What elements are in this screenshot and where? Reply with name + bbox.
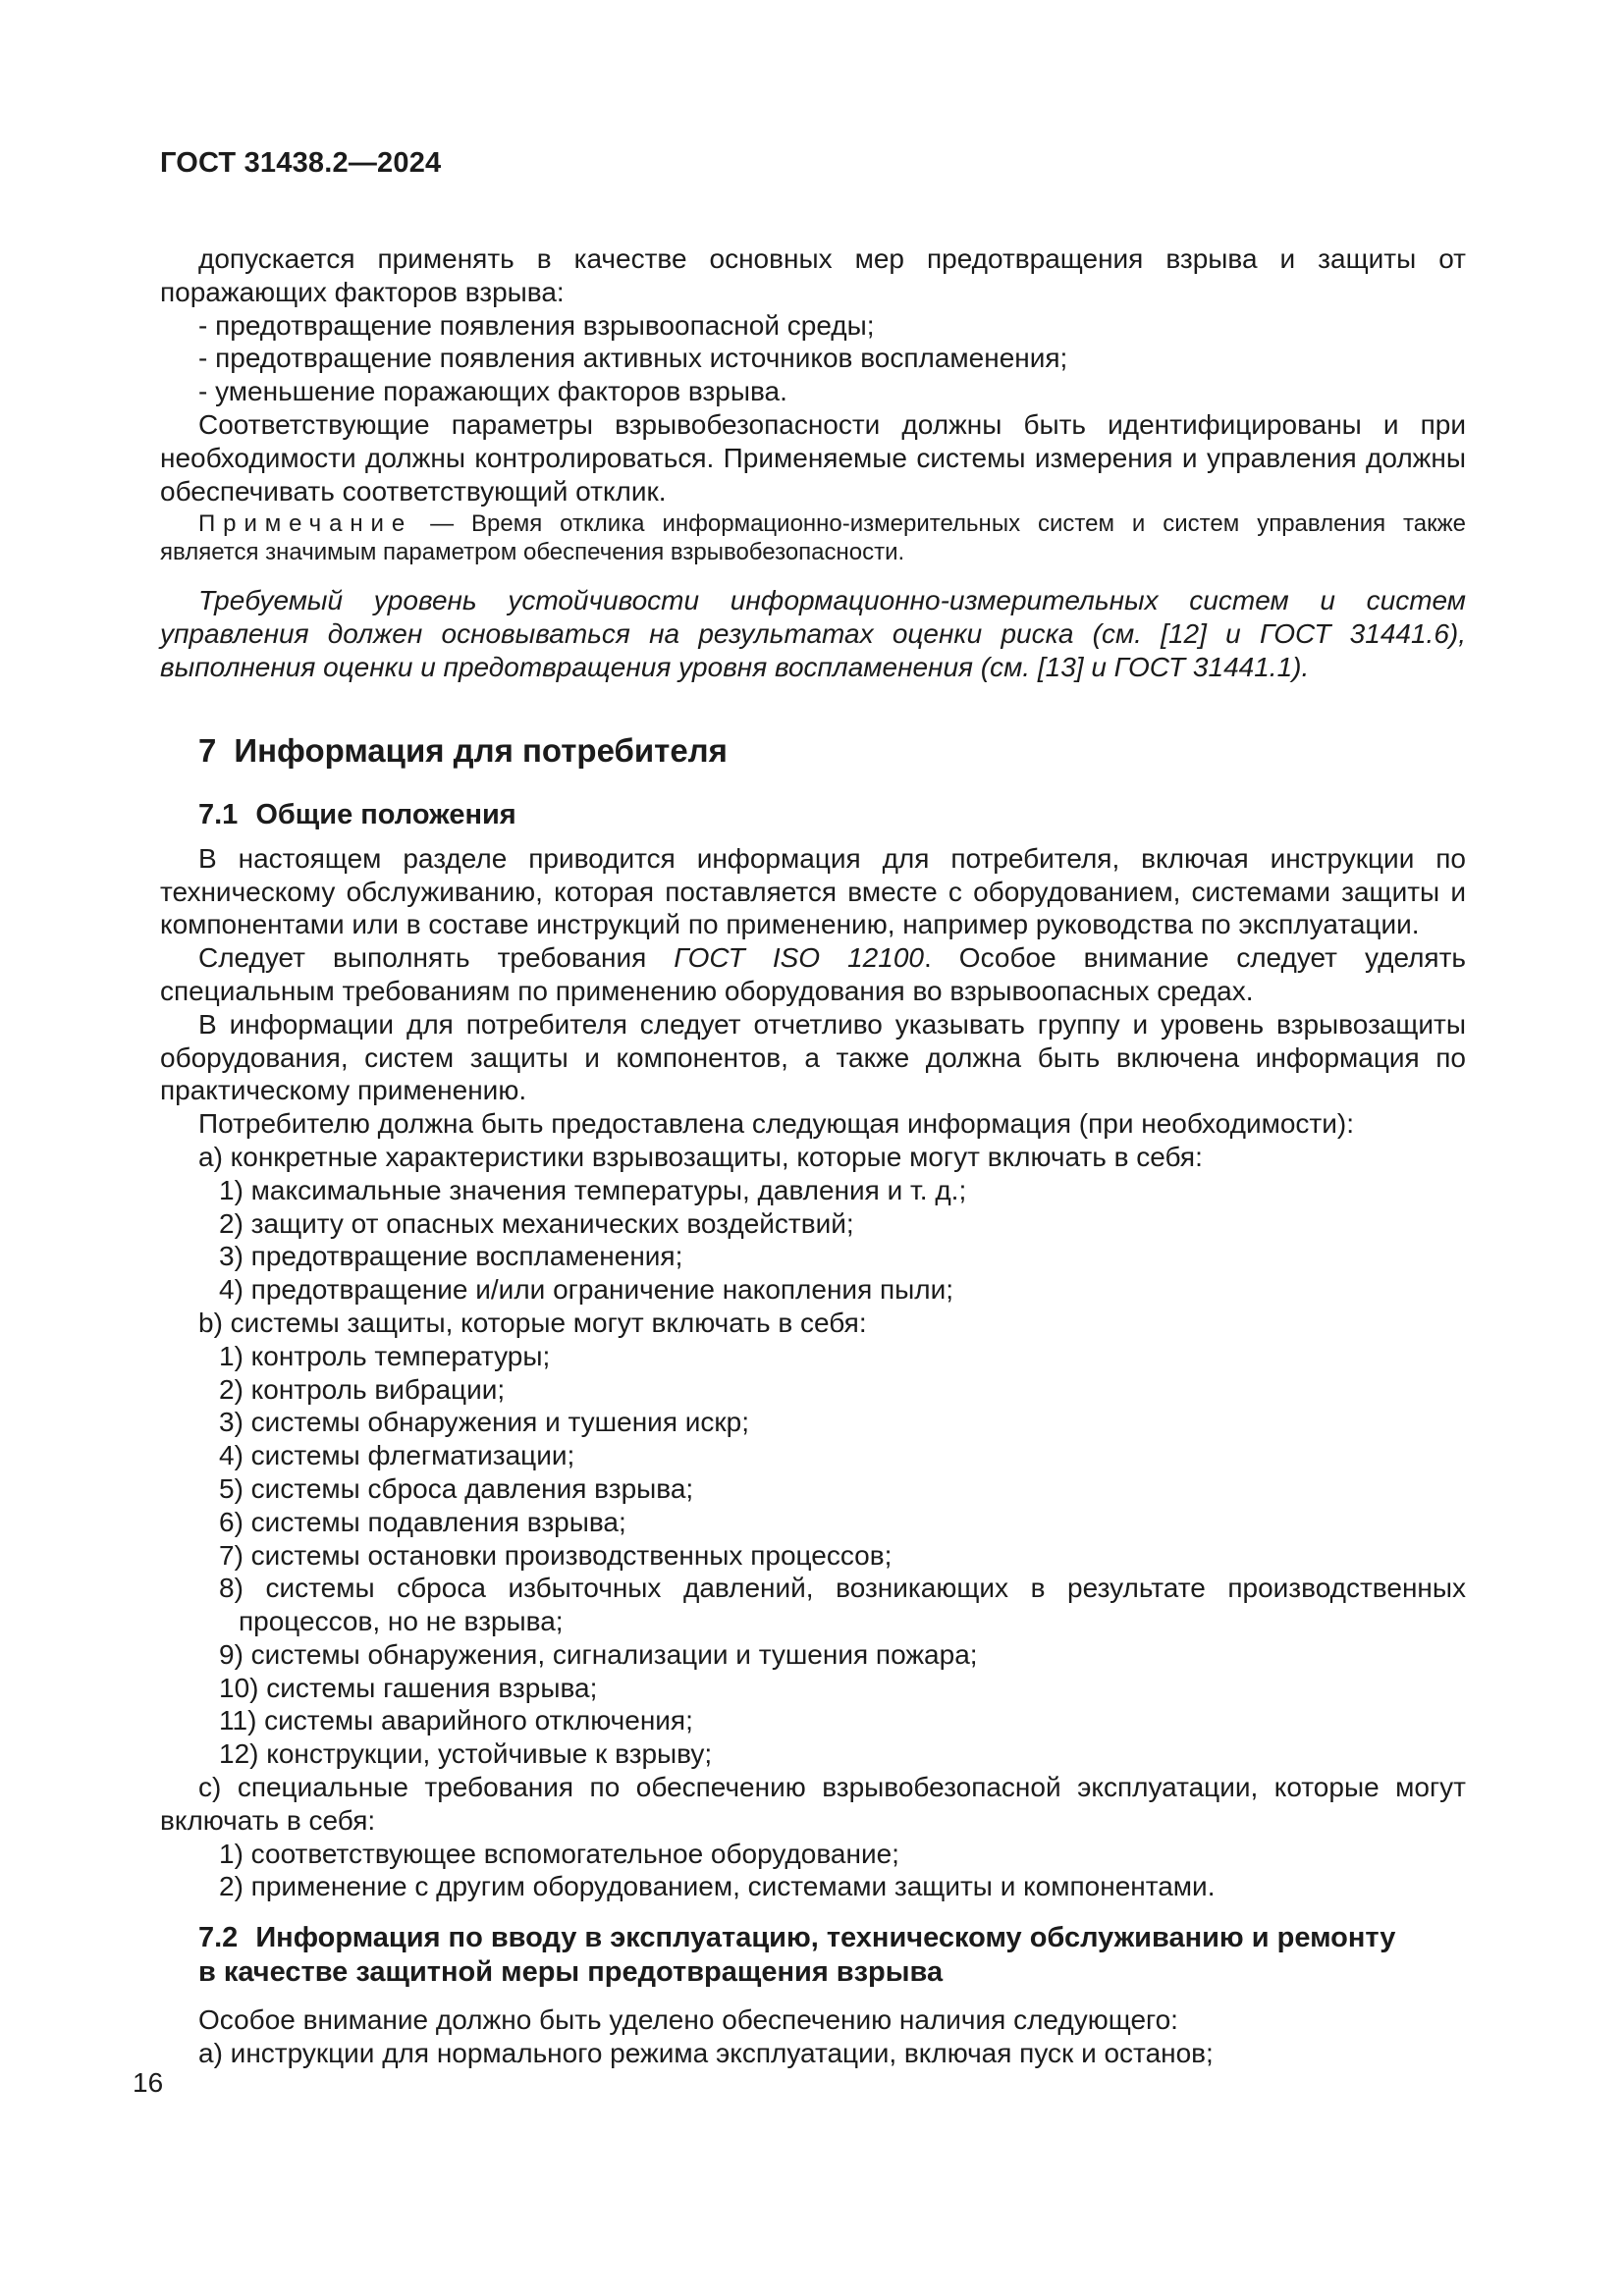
note-text: — Время отклика информационно-измерительных систем и систем управления также является значимым параметром обеспечения взрывобезопасности. [160, 510, 1467, 566]
section-title: Информация для потребителя [234, 731, 728, 769]
list-subitem: 8) системы сброса избыточных давлений, возникающих в результате производственных процессов, но не взрыва; [219, 1573, 1466, 1637]
list-subitem: 3) предотвращение воспламенения; [219, 1241, 683, 1272]
list-subitem: 4) системы флегматизации; [219, 1440, 575, 1471]
lead-paragraph: допускается применять в качестве основных мер предотвращения взрыва и защиты от поражающих факторов взрыва: [160, 243, 1466, 307]
list-subitem: 3) системы обнаружения и тушения искр; [219, 1407, 749, 1438]
text-before-reference: Следует выполнять требования [198, 942, 675, 974]
section-7-heading [198, 730, 1466, 772]
note-label: Примечание [198, 510, 413, 538]
bullet-item: - уменьшение поражающих факторов взрыва. [198, 376, 787, 407]
list-subitem: 2) контроль вибрации; [219, 1373, 506, 1405]
standard-reference: ГОСТ ISO 12100 [674, 942, 924, 974]
list-subitem: 4) предотвращение и/или ограничение накопления пыли; [219, 1274, 954, 1306]
bullet-item: - предотвращение появления взрывоопасной среды; [198, 309, 875, 341]
list-item-b: b) системы защиты, которые могут включать в себя: [198, 1307, 867, 1338]
control-paragraph: Соответствующие параметры взрывобезопасности должны быть идентифицированы и при необходимости должны контролироваться. Применяемые системы измерения и управления должны обеспечивать соответствующий отклик. [160, 408, 1466, 507]
list-item-a: а) конкретные характеристики взрывозащиты, которые могут включать в себя: [198, 1141, 1203, 1172]
paragraph: В информации для потребителя следует отчетливо указывать группу и уровень взрывозащиты оборудования, систем защиты и компонентов, а также должна быть включена информация по практическому применению. [160, 1008, 1466, 1106]
list-item-a: а) инструкции для нормального режима эксплуатации, включая пуск и останов; [198, 2038, 1214, 2069]
list-subitem: 2) применение с другим оборудованием, системами защиты и компонентами. [219, 1871, 1216, 1902]
subsection-number: 7.2 [198, 1922, 239, 1954]
list-subitem: 6) системы подавления взрыва; [219, 1506, 626, 1537]
subsection-title-line-1: 7.2 Информация по вводу в эксплуатацию, техническому обслуживанию и ремонту [198, 1922, 1396, 1954]
section-number: 7 [198, 731, 217, 769]
list-item-c: c) специальные требования по обеспечению взрывобезопасной эксплуатации, которые могут включать в себя: [160, 1772, 1466, 1836]
paragraph-with-reference [160, 941, 1466, 1008]
list-subitem: 7) системы остановки производственных процессов; [219, 1539, 893, 1571]
text-after-reference: . Особое внимание следует уделять специальным требованиям по применению оборудования во взрывоопасных средах. [160, 942, 1466, 1006]
list-subitem: 12) конструкции, устойчивые к взрыву; [219, 1738, 713, 1770]
subsection-number: 7.1 [198, 798, 239, 830]
list-subitem: 1) максимальные значения температуры, давления и т. д.; [219, 1174, 967, 1205]
subsection-title: Общие положения [255, 798, 516, 830]
paragraph: Потребителю должна быть предоставлена следующая информация (при необходимости): [198, 1108, 1354, 1140]
list-subitem: 2) защиту от опасных механических воздействий; [219, 1207, 854, 1239]
note-paragraph [160, 509, 1466, 566]
requirement-paragraph: Требуемый уровень устойчивости информационно-измерительных систем и систем управления должен основываться на результатах оценки риска (см. [12] и ГОСТ 31441.6), выполнения оценки и предотвращения уровня воспламенения (см. [13] и ГОСТ 31441.1). [160, 585, 1466, 682]
page-content [160, 242, 1466, 2070]
list-subitem: 10) системы гашения взрыва; [219, 1672, 598, 1703]
list-subitem: 9) системы обнаружения, сигнализации и тушения пожара; [219, 1638, 978, 1670]
list-subitem: 1) контроль температуры; [219, 1340, 551, 1371]
document-code: ГОСТ 31438.2—2024 [160, 147, 442, 179]
subsection-7-2-heading [198, 1921, 1466, 1990]
paragraph: В настоящем разделе приводится информация для потребителя, включая инструкции по техническому обслуживанию, которая поставляется вместе с оборудованием, системами защиты и компонентами или в составе инструкций по применению, например руководства по эксплуатации. [160, 842, 1466, 940]
bullet-item: - предотвращение появления активных источников воспламенения; [198, 343, 1068, 374]
list-subitem: 5) системы сброса давления взрыва; [219, 1472, 694, 1504]
subsection-title-line-2: в качестве защитной меры предотвращения взрыва [198, 1956, 944, 1989]
page-number: 16 [133, 2067, 164, 2098]
list-subitem: 1) соответствующее вспомогательное оборудование; [219, 1838, 899, 1869]
paragraph: Особое внимание должно быть уделено обеспечению наличия следующего: [198, 2004, 1178, 2036]
list-subitem: 11) системы аварийного отключения; [219, 1705, 693, 1736]
subsection-7-1-heading [198, 797, 1466, 832]
